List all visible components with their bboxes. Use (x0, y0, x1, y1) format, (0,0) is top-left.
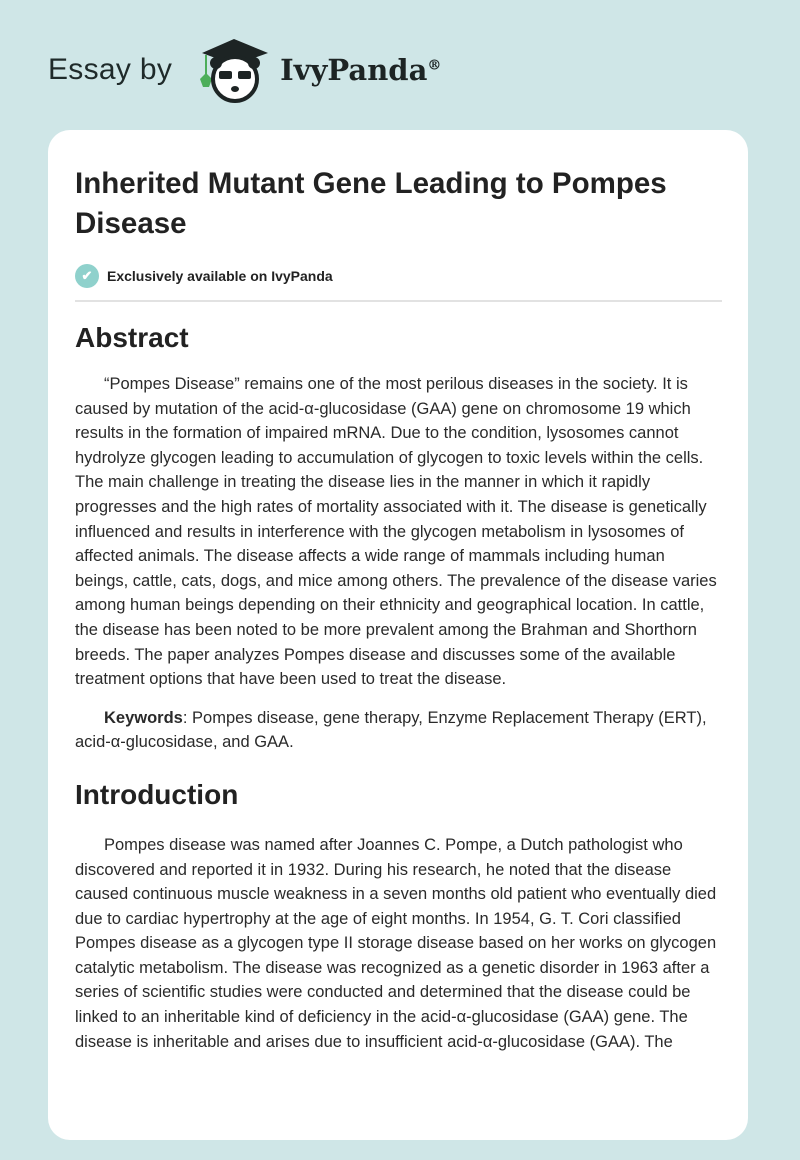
brand-name: IvyPanda® (280, 53, 442, 87)
essay-card (48, 130, 748, 1140)
exclusive-badge-text: Exclusively available on IvyPanda (107, 268, 333, 284)
divider (75, 300, 722, 302)
panda-graduate-icon (192, 35, 274, 105)
site-header (48, 40, 441, 100)
keywords-paragraph (75, 706, 722, 755)
introduction-paragraph: Pompes disease was named after Joannes C. Pompe, a Dutch pathologist who discovered and reported it in 1932. During his research, he noted that the disease caused continuous muscle weakness in a seven months old patient who eventually died due to cardiac hypertrophy at the age of eight months. In 1954, G. T. Cori classified Pompes disease as a glycogen type II storage disease based on her works on glycogen catalytic metabolism. The disease was recognized as a genetic disorder in 1963 after a series of scientific studies were conducted and determined that the disease could be linked to an inheritable kind of deficiency in the acid-α-glucosidase (GAA) gene. The disease is inheritable and arises due to insufficient acid-α-glucosidase (GAA). The (75, 835, 717, 1051)
check-icon: ✔ (75, 264, 99, 288)
ivypanda-logo[interactable] (192, 35, 441, 105)
abstract-paragraph: “Pompes Disease” remains one of the most perilous diseases in the society. It is caused by mutation of the acid-α-glucosidase (GAA) gene on chromosome 19 which results in the formation of impaired mRNA. Due to the condition, lysosomes cannot hydrolyze glycogen leading to accumulation of glycogen to toxic levels within the cells. The main challenge in treating the disease lies in the manner in which it rapidly progresses and the high rates of mortality associated with it. The disease is genetically influenced and results in interference with the glycogen metabolism in lysosomes of affected animals. The disease affects a wide range of mammals including human beings, cattle, cats, dogs, and mice among others. The prevalence of the disease varies among human beings depending on their ethnicity and geographical location. In cattle, the disease has been noted to be more prevalent among the Brahman and Shorthorn breeds. The paper analyzes Pompes disease and discusses some of the available treatment options that have been used to treat the disease. (75, 375, 717, 689)
essay-by-label: Essay by (48, 53, 173, 86)
keywords-text: : Pompes disease, gene therapy, Enzyme Replacement Therapy (ERT), acid-α-glucosidase, and GAA. (75, 708, 707, 752)
keywords-label: Keywords (104, 708, 183, 727)
abstract-heading: Abstract (75, 322, 189, 353)
introduction-heading: Introduction (75, 778, 239, 810)
essay-title: Inherited Mutant Gene Leading to Pompes Disease (75, 167, 667, 240)
exclusive-badge (75, 264, 722, 288)
